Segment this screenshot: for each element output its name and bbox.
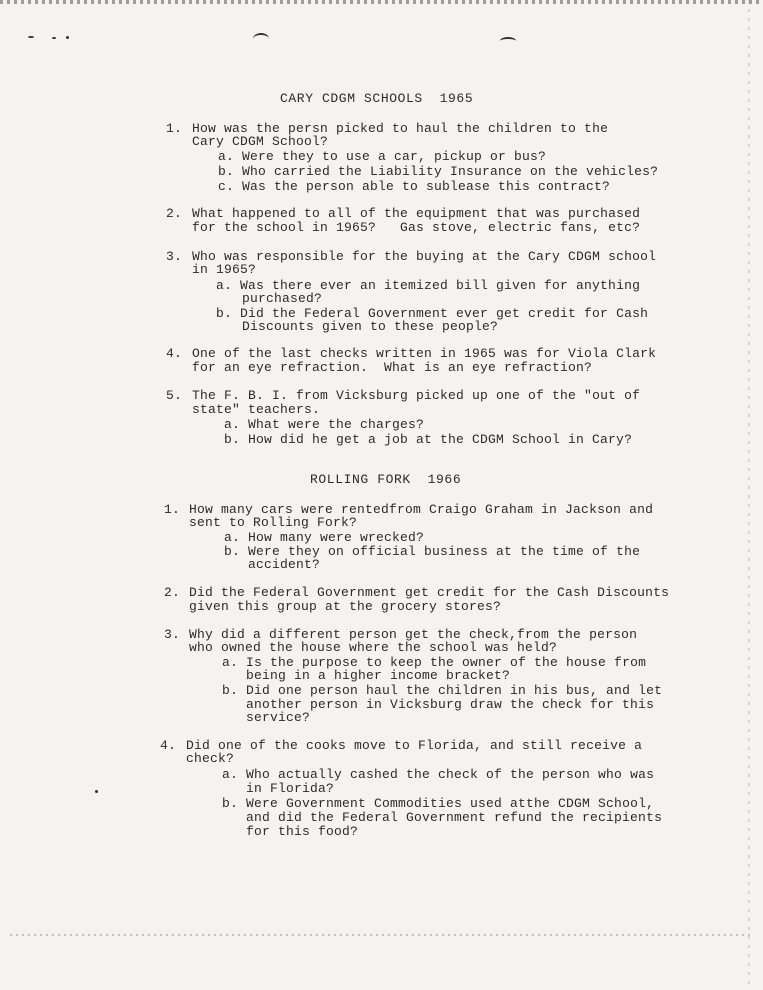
question-text: check? xyxy=(186,751,235,766)
sub-question: a. Is the purpose to keep the owner of the house from xyxy=(222,655,647,670)
question-number: 4. xyxy=(160,738,177,753)
sub-question: a. How many were wrecked? xyxy=(224,530,425,545)
question-text: What happened to all of the equipment that was purchased xyxy=(192,206,641,221)
question-text: for the school in 1965? Gas stove, electric fans, etc? xyxy=(192,220,641,235)
question-text: who owned the house where the school was held? xyxy=(189,640,558,655)
scan-mark xyxy=(253,33,269,45)
sub-question: Discounts given to these people? xyxy=(242,319,499,334)
sub-question: another person in Vicksburg draw the check for this xyxy=(246,697,655,712)
sub-question: purchased? xyxy=(242,291,323,306)
question-text: The F. B. I. from Vicksburg picked up one of the "out of xyxy=(192,388,641,403)
question-text: state" teachers. xyxy=(192,402,321,417)
sub-question: a. What were the charges? xyxy=(224,417,425,432)
question-number: 2. xyxy=(166,206,183,221)
scan-speck xyxy=(28,36,34,38)
scan-mark xyxy=(500,37,516,45)
sub-question: b. Were Government Commodities used atthe CDGM School, xyxy=(222,796,655,811)
sub-question: being in a higher income bracket? xyxy=(246,668,511,683)
scan-speck xyxy=(95,790,98,793)
question-number: 1. xyxy=(166,121,183,136)
question-text: sent to Rolling Fork? xyxy=(189,515,358,530)
question-text: for an eye refraction. What is an eye refraction? xyxy=(192,360,593,375)
question-text: Did one of the cooks move to Florida, and still receive a xyxy=(186,738,643,753)
question-text: given this group at the grocery stores? xyxy=(189,599,502,614)
sub-question: a. Who actually cashed the check of the person who was xyxy=(222,767,655,782)
question-text: in 1965? xyxy=(192,262,257,277)
sub-question: and did the Federal Government refund the recipients xyxy=(246,810,663,825)
scan-speck xyxy=(66,36,69,39)
question-text: How many cars were rentedfrom Craigo Graham in Jackson and xyxy=(189,502,654,517)
sub-question: b. Did the Federal Government ever get credit for Cash xyxy=(216,306,649,321)
question-number: 5. xyxy=(166,388,183,403)
top-scan-edge xyxy=(0,0,763,4)
scan-speck xyxy=(52,37,56,39)
question-number: 3. xyxy=(166,249,183,264)
sub-question: for this food? xyxy=(246,824,359,839)
section-title: CARY CDGM SCHOOLS 1965 xyxy=(280,91,474,106)
right-scan-edge xyxy=(748,0,750,990)
question-text: Did the Federal Government get credit for the Cash Discounts xyxy=(189,585,670,600)
question-number: 1. xyxy=(164,502,181,517)
sub-question: b. Were they on official business at the time of the xyxy=(224,544,641,559)
question-number: 2. xyxy=(164,585,181,600)
question-text: Cary CDGM School? xyxy=(192,134,329,149)
sub-question: b. Did one person haul the children in his bus, and let xyxy=(222,683,663,698)
question-text: One of the last checks written in 1965 was for Viola Clark xyxy=(192,346,657,361)
question-text: Who was responsible for the buying at the Cary CDGM school xyxy=(192,249,657,264)
sub-question: in Florida? xyxy=(246,781,335,796)
bottom-scan-edge xyxy=(10,934,750,936)
sub-question: a. Were they to use a car, pickup or bus? xyxy=(218,149,547,164)
question-text: How was the persn picked to haul the children to the xyxy=(192,121,609,136)
sub-question: c. Was the person able to sublease this contract? xyxy=(218,179,611,194)
sub-question: a. Was there ever an itemized bill given for anything xyxy=(216,278,641,293)
question-text: Why did a different person get the check,from the person xyxy=(189,627,638,642)
question-number: 4. xyxy=(166,346,183,361)
sub-question: accident? xyxy=(248,557,321,572)
sub-question: service? xyxy=(246,710,311,725)
sub-question: b. Who carried the Liability Insurance on the vehicles? xyxy=(218,164,659,179)
section-title: ROLLING FORK 1966 xyxy=(310,472,462,487)
question-number: 3. xyxy=(164,627,181,642)
sub-question: b. How did he get a job at the CDGM School in Cary? xyxy=(224,432,633,447)
